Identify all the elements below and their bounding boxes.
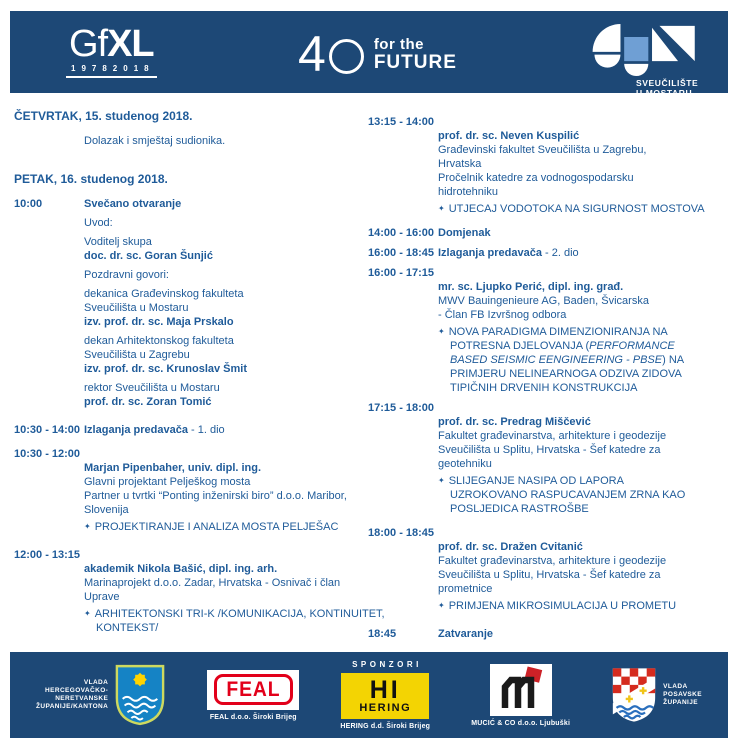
schedule-line [438,443,734,457]
session-time: 12:00 - 13:15 [14,549,81,561]
feal-caption: FEAL d.o.o. Široki Brijeg [209,713,297,721]
text-run: Glavni projektant Pelješkog mosta [84,476,251,488]
schedule-line [84,395,368,409]
schedule-line [84,362,368,376]
text-run: TIPIČNIH DRVENIH KONSTRUKCIJA [450,382,638,394]
session-content [438,627,734,641]
schedule-line [84,381,368,395]
sum-caption-line1: SVEUČILIŠTE [636,78,699,88]
gfxl-logo [66,23,157,78]
text-run: Voditelj skupa [84,236,152,248]
feal-logo-frame [214,674,293,705]
bullet-icon: ✦ [438,327,445,336]
session-content [84,548,385,635]
session-time: 16:00 - 17:15 [368,267,435,279]
posavska-caption-line2: POSAVSKE [663,691,702,698]
text-run: NOVA PARADIGMA DIMENZIONIRANJA NA [448,326,668,338]
session-row [14,423,368,437]
schedule-line [438,353,734,367]
topic-line [438,474,734,488]
topic-line [438,325,734,339]
text-run: Pročelnik katedre za vodnogospodarsku [438,172,634,184]
arrival-note: Dolazak i smještaj sudionika. [84,135,226,147]
gfxl-bold-letters: XL [107,23,154,65]
sum-logo [590,24,702,98]
bullet-icon: ✦ [438,601,445,610]
text-run: MWV Bauingenieure AG, Baden, Švicarska [438,295,649,307]
schedule-line [438,129,734,143]
schedule-line [438,157,734,171]
session-time: 14:00 - 16:00 [368,227,435,239]
session-row [14,447,368,534]
schedule-line [84,348,368,362]
bullet-icon: ✦ [84,522,91,531]
zero-circle-icon [329,39,364,74]
schedule-line [84,197,368,211]
hnz-caption-line3: NERETVANSKE [55,695,109,702]
mucic-logo [490,664,552,716]
schedule-line [438,415,734,429]
text-run: PRIMJERU NELINEARNOGA ODZIVA ZIDOVA [450,368,682,380]
topic-line [438,202,734,216]
text-run: Zatvaranje [438,628,494,640]
text-run: Marinaprojekt d.o.o. Zadar, Hrvatska - Osnivač i član [84,577,341,589]
text-run: izv. prof. dr. sc. Krunoslav Šmit [84,363,248,375]
text-run: geotehniku [438,458,492,470]
schedule-line [438,246,734,260]
session-row [368,266,734,395]
text-run: BASED SEISMIC EENGINEERING - PBSE [450,354,663,366]
schedule-line [438,568,734,582]
text-run: akademik Nikola Bašić, dipl. ing. arh. [84,563,278,575]
session-content [438,226,734,240]
schedule-line [84,315,368,329]
forty-future-text [374,36,457,72]
schedule-line [438,502,734,516]
schedule-line [438,185,734,199]
schedule-column-right [368,109,734,641]
text-run: Slovenija [84,504,129,516]
future-label: FUTURE [373,52,457,73]
schedule-line [438,280,734,294]
text-run: Sveučilišta u Splitu, Hrvatska - Šef katedre za [438,444,661,456]
schedule-line [84,235,368,249]
sponsor-vlada-hnz [36,663,166,727]
schedule [14,109,734,641]
bullet-icon: ✦ [84,609,91,618]
text-run: prof. dr. sc. Dražen Cvitanić [438,541,583,553]
schedule-line [84,268,368,282]
text-run: Svečano otvaranje [84,198,182,210]
schedule-line [438,226,734,240]
schedule-line [84,562,385,576]
text-run: POSLJEDICA RASTROŠBE [450,503,589,515]
text-run: - 2. dio [541,247,579,259]
gfxl-logo-letters [68,23,154,65]
session-row [368,526,734,613]
session-row [14,197,368,409]
posavska-crest-icon [611,665,657,725]
session-content [438,266,734,395]
hering-logo-hi: HI [369,676,401,704]
sum-caption [636,79,702,98]
session-content [438,115,734,216]
session-row [14,548,385,635]
schedule-line [438,429,734,443]
hering-logo [341,673,429,719]
session-time: 13:15 - 14:00 [368,116,435,128]
session-content [438,246,734,260]
text-run: PRIMJENA MIKROSIMULACIJA U PROMETU [448,600,677,612]
text-run: Uvod: [84,217,113,229]
forty-future-logo [298,26,457,82]
session-row [368,226,734,240]
text-run: hidrotehniku [438,186,498,198]
schedule-line [438,339,734,353]
schedule-line [438,171,734,185]
text-run: Građevinski fakultet Sveučilišta u Zagrebu, [438,144,647,156]
posavska-caption [663,683,702,707]
sponsor-feal [207,670,299,721]
for-the-label: for the [373,36,424,53]
gfxl-years: 19782018 [66,64,157,78]
session-time: 10:30 - 12:00 [14,448,81,460]
header-band [10,11,728,98]
schedule-line [84,576,385,590]
text-run: prof. dr. sc. Neven Kuspilić [438,130,580,142]
posavska-caption-line3: ŽUPANIJE [663,699,699,706]
schedule-line [438,143,734,157]
text-run: izv. prof. dr. sc. Maja Prskalo [84,316,234,328]
text-run: SLIJEGANJE NASIPA OD LAPORA [448,475,624,487]
schedule-line [84,461,368,475]
session-time: 17:15 - 18:00 [368,402,435,414]
text-run: Fakultet građevinarstva, arhitekture i geodezije [438,430,667,442]
topic-line [84,520,368,534]
feal-logo-text: FEAL [226,678,281,701]
text-run: UZROKOVANO RASPUCAVANJEM ZRNA KAO [450,489,686,501]
session-content [84,447,368,534]
session-content [84,423,368,437]
schedule-line [84,423,368,437]
hnz-caption-line2: HERCEGOVAČKO- [45,687,109,694]
schedule-line [84,621,385,635]
text-run: Sveučilišta u Zagrebu [84,349,190,361]
session-time: 10:00 [14,198,43,210]
gfxl-thin-letters: Gf [68,23,108,65]
text-run: mr. sc. Ljupko Perić, dipl. ing. građ. [438,281,624,293]
text-run: PROJEKTIRANJE I ANALIZA MOSTA PELJEŠAC [94,521,339,533]
posavska-caption-line1: VLADA [663,683,688,690]
schedule-line [84,249,368,263]
text-run: PERFORMANCE [589,340,675,352]
text-run: - Član FB Izvršnog odbora [438,309,567,321]
day-heading: PETAK, 16. studenog 2018. [14,172,168,186]
mucic-caption: MUCIĆ & CO d.o.o. Ljubuški [471,719,571,727]
sum-caption-line2: U MOSTARU [636,87,693,98]
schedule-line [438,294,734,308]
topic-line [84,607,385,621]
schedule-line [438,308,734,322]
sponsor-mucic [471,664,570,727]
sponsor-vlada-posavska [611,665,702,725]
schedule-line [438,381,734,395]
bullet-icon: ✦ [438,476,445,485]
schedule-line [84,503,368,517]
session-row [368,246,734,260]
text-run: doc. dr. sc. Goran Šunjić [84,250,213,262]
topic-line [438,599,734,613]
mucic-logo-icon [493,666,549,714]
schedule-line [84,287,368,301]
text-run: Uprave [84,591,120,603]
schedule-line [84,301,368,315]
text-run: Sveučilišta u Splitu, Hrvatska - Šef katedre za [438,569,661,581]
session-row [368,115,734,216]
session-row [368,627,734,641]
schedule-line [438,554,734,568]
schedule-line [84,216,368,230]
text-run: KONTEKST/ [96,622,159,634]
schedule-line [438,488,734,502]
text-run: dekanica Građevinskog fakulteta [84,288,244,300]
text-run: Hrvatska [438,158,482,170]
hnz-caption-line1: VLADA [83,679,109,686]
text-run: dekan Arhitektonskog fakulteta [84,335,234,347]
text-run: Pozdravni govori: [84,269,169,281]
forty-digit: 4 [298,26,326,82]
session-time: 18:45 [368,628,397,640]
text-run: ) NA [662,354,685,366]
text-run: POTRESNA DJELOVANJA ( [450,340,590,352]
sponsors-label: SPONZORI [352,660,422,669]
text-run: prof. dr. sc. Zoran Tomić [84,396,212,408]
hnz-crest-icon [114,663,166,727]
text-run: prometnice [438,583,493,595]
text-run: rektor Sveučilišta u Mostaru [84,382,220,394]
schedule-line [84,334,368,348]
sponsor-hering [340,660,430,730]
schedule-line [438,540,734,554]
text-run: Marjan Pipenbaher, univ. dipl. ing. [84,462,262,474]
feal-logo [207,670,299,710]
session-content [84,197,368,409]
text-run: Izlaganja predavača [84,424,188,436]
day-heading: ČETVRTAK, 15. studenog 2018. [14,109,193,123]
footer-band [10,652,728,738]
session-time: 16:00 - 18:45 [368,247,435,259]
text-run: - 1. dio [187,424,225,436]
schedule-line [438,582,734,596]
text-run: Fakultet građevinarstva, arhitekture i geodezije [438,555,667,567]
hering-caption: HERING d.d. Široki Brijeg [340,723,431,730]
sum-logo-icon [590,24,702,76]
session-content [438,401,734,516]
text-run: Sveučilišta u Mostaru [84,302,189,314]
schedule-line [84,590,385,604]
session-time: 18:00 - 18:45 [368,527,435,539]
text-run: Izlaganja predavača [438,247,542,259]
text-run: Partner u tvrtki “Ponting inženirski biro” d.o.o. Maribor, [84,490,347,502]
session-row [368,401,734,516]
hering-logo-name: HERING [359,702,412,714]
bullet-icon: ✦ [438,204,445,213]
schedule-line [438,627,734,641]
hnz-caption-line4: ŽUPANIJE/KANTONA [36,703,109,710]
schedule-line [438,367,734,381]
schedule-line [438,457,734,471]
session-content [438,526,734,613]
text-run: ARHITEKTONSKI TRI-K /KOMUNIKACIJA, KONTINUITET, [94,608,385,620]
schedule-line [84,489,368,503]
text-run: prof. dr. sc. Predrag Miščević [438,416,591,428]
schedule-line [84,475,368,489]
text-run: Domjenak [438,227,491,239]
text-run: UTJECAJ VODOTOKA NA SIGURNOST MOSTOVA [448,203,705,215]
hnz-caption [36,679,108,711]
session-time: 10:30 - 14:00 [14,424,81,436]
